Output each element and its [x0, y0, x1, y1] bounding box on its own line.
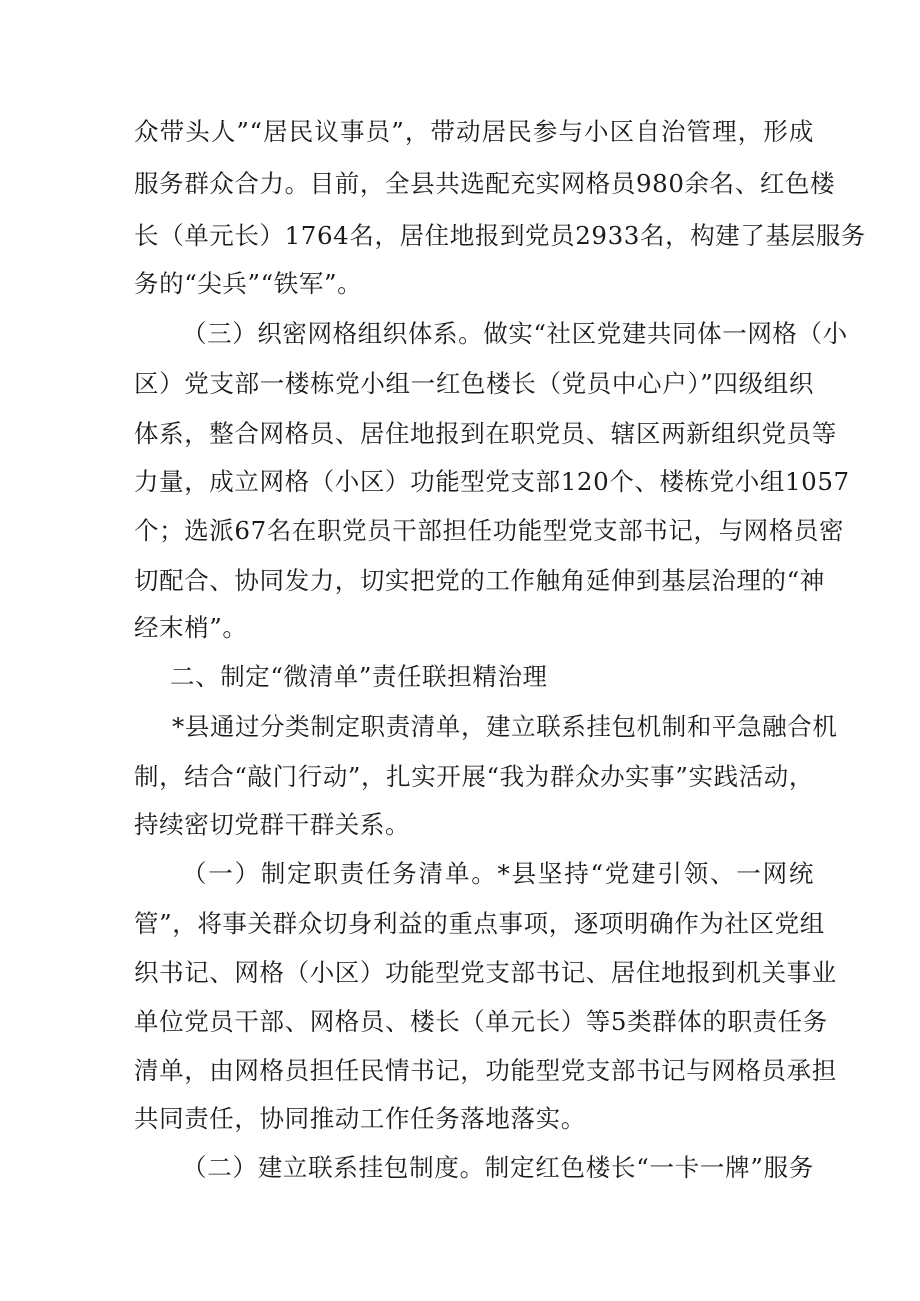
text-line: 切配合、协同发力，切实把党的工作触角延伸到基层治理的“神: [134, 566, 825, 595]
text-line: 单位党员干部、网格员、楼长（单元长）等5类群体的职责任务: [134, 1007, 828, 1036]
text-line: 务的“尖兵”“铁军”。: [134, 269, 363, 298]
paragraph-start-line: （一）制定职责任务清单。*县坚持“党建引领、一网统: [182, 859, 814, 888]
text-line: 制，结合“敲门行动”，扎实开展“我为群众办实事”实践活动，: [134, 762, 814, 791]
text-line: 服务群众合力。目前，全县共选配充实网格员980余名、红色楼: [134, 169, 836, 198]
text-line: 长（单元长）1764名，居住地报到党员2933名，构建了基层服务: [134, 221, 866, 250]
text-line: 清单，由网格员担任民情书记，功能型党支部书记与网格员承担: [134, 1056, 837, 1085]
text-line: 织书记、网格（小区）功能型党支部书记、居住地报到机关事业: [134, 958, 837, 987]
text-line: 众带头人”“居民议事员”，带动居民参与小区自治管理，形成: [134, 117, 814, 146]
paragraph-start-line: *县通过分类制定职责清单，建立联系挂包机制和平急融合机: [172, 712, 838, 741]
text-line: 持续密切党群干群关系。: [134, 810, 411, 839]
text-line: 区）党支部一楼栋党小组一红色楼长（党员中心户）”四级组织: [134, 369, 814, 398]
paragraph-start-line: （二）建立联系挂包制度。制定红色楼长“一卡一牌”服务: [182, 1153, 814, 1182]
section-heading: 二、制定“微清单”责任联担精治理: [170, 662, 548, 691]
text-line: 体系，整合网格员、居住地报到在职党员、辖区两新组织党员等: [134, 419, 837, 448]
paragraph-start-line: （三）织密网格组织体系。做实“社区党建共同体一网格（小: [182, 319, 848, 348]
text-line: 个；选派67名在职党员干部担任功能型党支部书记，与网格员密: [134, 516, 845, 545]
text-line: 经末梢”。: [134, 613, 248, 642]
text-line: 管”，将事关群众切身利益的重点事项，逐项明确作为社区党组: [134, 909, 825, 938]
text-line: 共同责任，协同推动工作任务落地落实。: [134, 1104, 586, 1133]
text-line: 力量，成立网格（小区）功能型党支部120个、楼栋党小组1057: [134, 467, 850, 496]
